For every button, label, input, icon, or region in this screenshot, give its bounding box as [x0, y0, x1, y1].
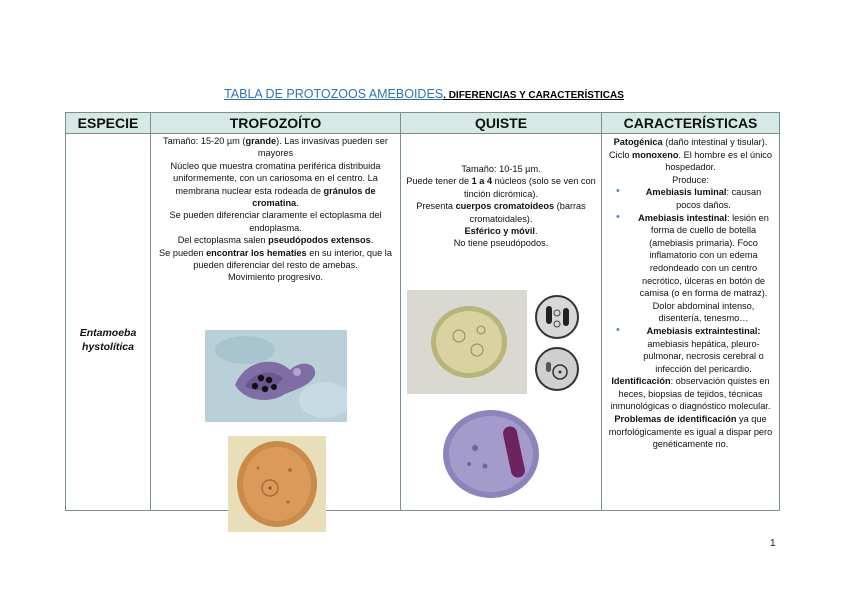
text: Se pueden diferenciar claramente el ectoplasma del endoplasma.	[169, 210, 382, 233]
text: en su interior, que la pueden diferenciar del resto de amebas.	[193, 247, 392, 271]
text: .	[296, 198, 299, 209]
text: Movimiento progresivo.	[228, 272, 323, 283]
quiste-micrograph	[407, 290, 527, 394]
text: Presenta	[416, 201, 456, 212]
text: .	[534, 226, 538, 237]
quiste-drawing-1-nucleus	[534, 346, 580, 392]
text-bold: Amebiasis luminal	[645, 187, 727, 198]
text: Núcleo que muestra cromatina periférica distribuida uniformemente, con un cariosoma en el centro. La membrana nuclear esta rodeada de	[170, 160, 381, 196]
trofozoito-cell	[151, 134, 401, 511]
header-especie: ESPECIE	[66, 113, 151, 134]
text: núcleos (solo se ven con tinción dicrómica).	[463, 176, 596, 199]
title-main: TABLA DE PROTOZOOS AMEBOIDES	[224, 87, 444, 101]
page-number: 1	[770, 538, 776, 549]
text: No tiene pseudópodos.	[453, 238, 549, 249]
quiste-micrograph-trichrome	[437, 404, 545, 502]
trofozoito-micrograph-iodine	[228, 436, 326, 532]
text: . El hombre es el único hospedador.	[665, 149, 772, 173]
list-item	[616, 212, 773, 325]
header-caracteristicas: CARACTERÍSTICAS	[602, 113, 780, 134]
text: (barras cromatoidales).	[469, 201, 586, 224]
text-bold: grande	[245, 136, 277, 146]
text: (daño intestinal y tisular).	[662, 137, 768, 147]
header-row	[66, 113, 780, 134]
trofozoito-micrograph-stained	[205, 330, 347, 422]
header-trofozoito: TROFOZOÍTO	[151, 113, 401, 134]
text-bold: Esférico y móvil	[464, 226, 535, 237]
text: : observación quistes en heces, biopsias de tejidos, técnicas inmunológicas o diagnóstico molecular.	[610, 376, 771, 412]
species-genus: Entamoeba	[79, 327, 137, 339]
quiste-drawing-4-nuclei	[534, 294, 580, 340]
bullet-list	[608, 186, 773, 375]
text: Del ectoplasma salen	[177, 235, 269, 246]
text: Ciclo	[609, 149, 633, 160]
text-bold: Problemas de identificación	[614, 414, 737, 425]
text: Tamaño: 15-20 µm (	[163, 136, 246, 146]
text: .	[370, 235, 374, 246]
text: Tamaño: 10-15 µm.	[461, 164, 541, 174]
text: ). Las invasivas pueden ser mayores	[257, 136, 388, 159]
text-bold: Patogénica	[613, 137, 663, 147]
list-item	[616, 325, 773, 375]
header-quiste: QUISTE	[401, 113, 602, 134]
text-bold: 1 a 4	[471, 176, 493, 187]
text-bold: Amebiasis intestinal	[638, 212, 727, 223]
text: : causan pocos daños.	[676, 187, 762, 210]
text: Puede tener de	[406, 176, 472, 187]
text-bold: encontrar los hematíes	[206, 247, 307, 258]
text-bold: gránulos de cromatina	[252, 185, 376, 209]
text-bold: Identificación	[611, 376, 671, 387]
text: Produce:	[672, 174, 709, 185]
text-bold: pseudópodos extensos	[268, 235, 371, 246]
quiste-cell	[401, 134, 602, 511]
text: Se pueden	[159, 247, 207, 258]
protozoa-table	[65, 112, 780, 511]
list-item	[616, 186, 773, 211]
species-name: hystolítica	[82, 341, 134, 353]
text-bold: Amebiasis extraintestinal:	[646, 325, 761, 336]
text-bold: cuerpos cromatoideos	[455, 201, 555, 212]
text-bold: monoxeno	[632, 149, 679, 160]
title-sub: . DIFERENCIAS Y CARACTERÍSTICAS	[443, 90, 624, 101]
text: : lesión en forma de cuello de botella (amebiasis primaria). Foco inflamatorio con un edema redondeado con un centro necrótico, úlceras en botón de camisa (o en forma de matraz). Dolor abdominal intenso, disentería, tenesmo…	[639, 212, 769, 324]
table-row	[66, 134, 780, 511]
species-cell	[66, 134, 151, 511]
text: amebiasis hepática, pleuro-pulmonar, necrosis cerebral o infección del pericardio.	[643, 338, 764, 374]
document-title	[0, 86, 848, 104]
caracteristicas-cell	[602, 134, 780, 511]
text: ya que morfológicamente es igual a dispar pero genéticamente no.	[608, 414, 773, 450]
